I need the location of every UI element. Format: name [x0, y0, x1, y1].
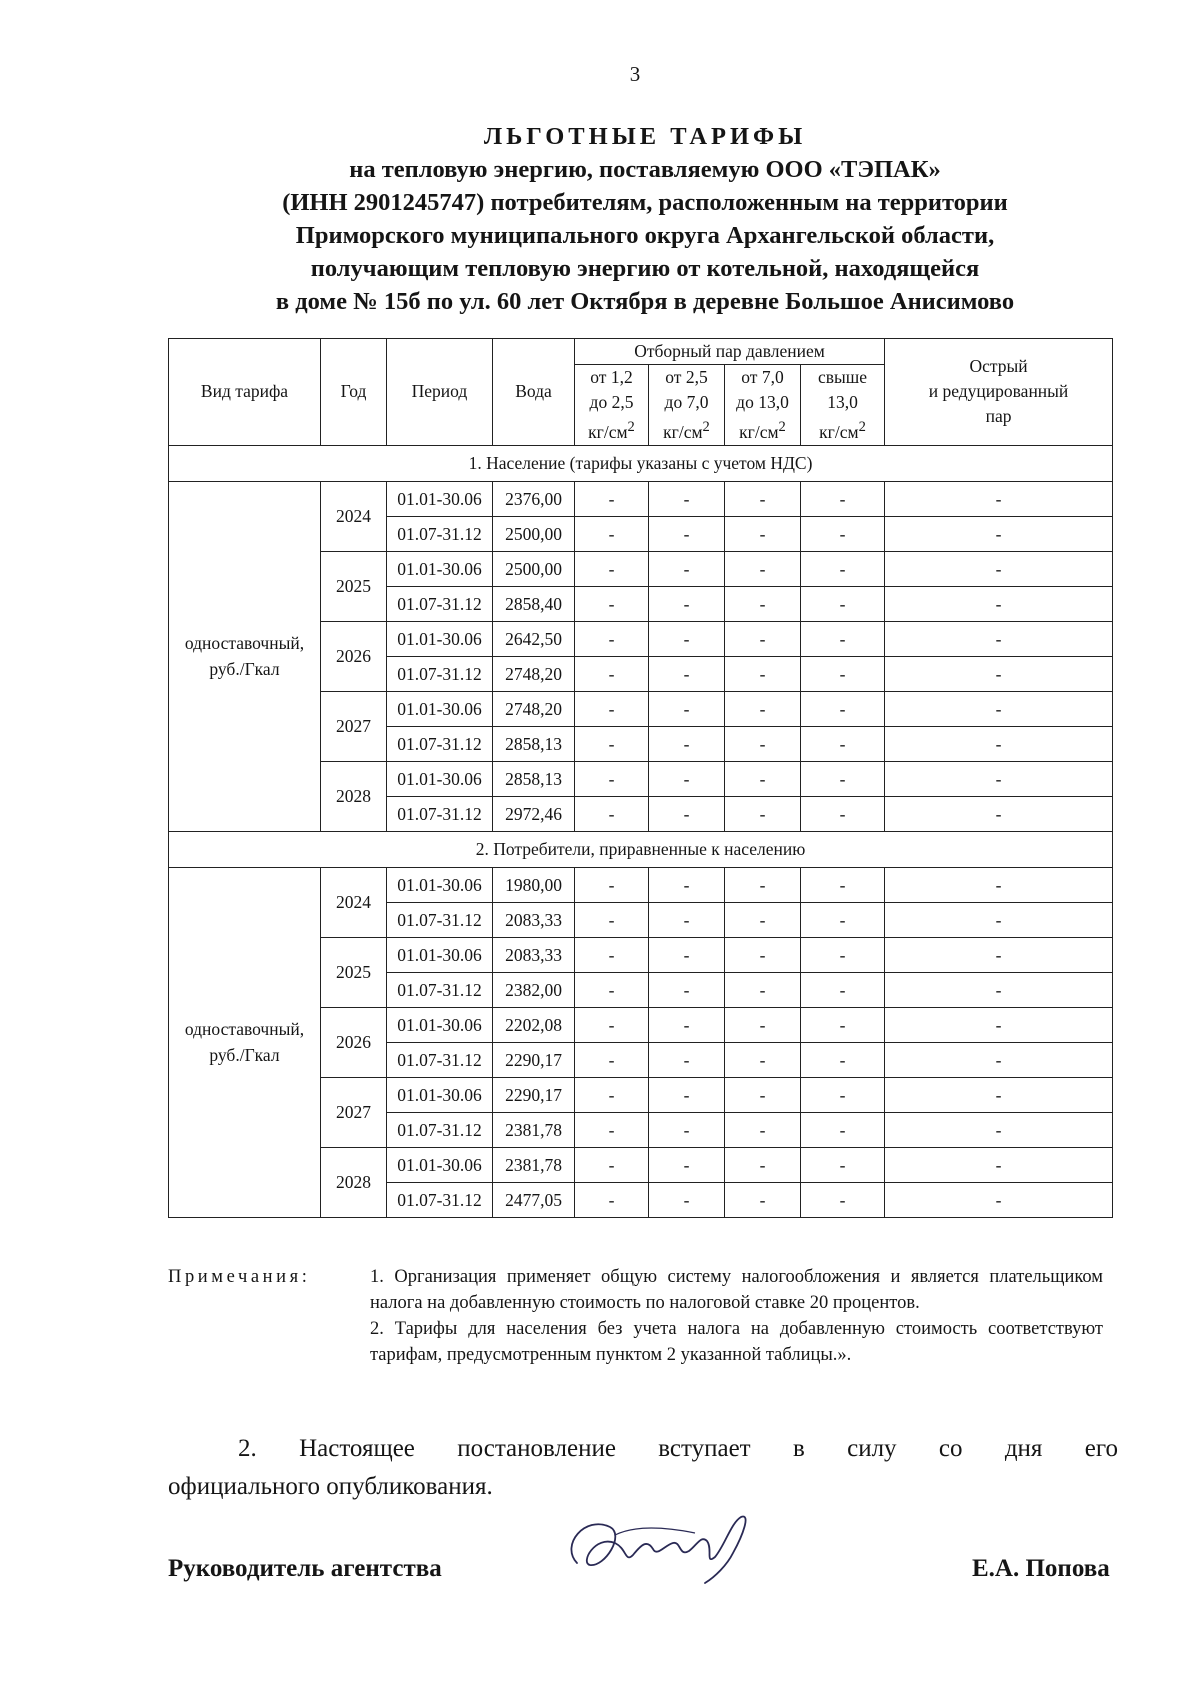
empty-tariff-cell: - [725, 481, 801, 516]
empty-tariff-cell: - [575, 1042, 649, 1077]
empty-tariff-cell: - [649, 972, 725, 1007]
empty-tariff-cell: - [575, 481, 649, 516]
empty-tariff-cell: - [575, 586, 649, 621]
water-tariff-cell: 2858,13 [493, 761, 575, 796]
empty-tariff-cell: - [885, 972, 1113, 1007]
section-title: 2. Потребители, приравненные к населению [169, 831, 1113, 867]
empty-tariff-cell: - [885, 551, 1113, 586]
empty-tariff-cell: - [801, 1182, 885, 1217]
empty-tariff-cell: - [801, 1007, 885, 1042]
year-cell: 2027 [321, 691, 387, 761]
empty-tariff-cell: - [801, 761, 885, 796]
empty-tariff-cell: - [801, 1147, 885, 1182]
water-tariff-cell: 2382,00 [493, 972, 575, 1007]
empty-tariff-cell: - [801, 1042, 885, 1077]
empty-tariff-cell: - [725, 516, 801, 551]
period-cell: 01.07-31.12 [387, 902, 493, 937]
empty-tariff-cell: - [885, 1042, 1113, 1077]
empty-tariff-cell: - [801, 586, 885, 621]
empty-tariff-cell: - [801, 621, 885, 656]
empty-tariff-cell: - [885, 516, 1113, 551]
year-cell: 2026 [321, 621, 387, 691]
empty-tariff-cell: - [885, 481, 1113, 516]
water-tariff-cell: 2858,40 [493, 586, 575, 621]
period-cell: 01.07-31.12 [387, 656, 493, 691]
empty-tariff-cell: - [649, 1042, 725, 1077]
signatory-name: Е.А. Попова [972, 1555, 1110, 1582]
empty-tariff-cell: - [649, 551, 725, 586]
empty-tariff-cell: - [575, 796, 649, 831]
section-title: 1. Население (тарифы указаны с учетом НДС) [169, 445, 1113, 481]
empty-tariff-cell: - [575, 761, 649, 796]
empty-tariff-cell: - [649, 937, 725, 972]
empty-tariff-cell: - [801, 902, 885, 937]
empty-tariff-cell: - [801, 796, 885, 831]
header-steam-1: от 1,2 до 2,5 $кг/см^2$ [575, 365, 649, 446]
page-number: 3 [629, 62, 641, 86]
empty-tariff-cell: - [725, 621, 801, 656]
period-cell: 01.07-31.12 [387, 586, 493, 621]
header-water: Вода [493, 339, 575, 446]
period-cell: 01.07-31.12 [387, 1112, 493, 1147]
period-cell: 01.01-30.06 [387, 1007, 493, 1042]
water-tariff-cell: 2381,78 [493, 1147, 575, 1182]
empty-tariff-cell: - [649, 1112, 725, 1147]
empty-tariff-cell: - [575, 1077, 649, 1112]
water-tariff-cell: 2290,17 [493, 1042, 575, 1077]
empty-tariff-cell: - [885, 796, 1113, 831]
empty-tariff-cell: - [649, 1147, 725, 1182]
empty-tariff-cell: - [725, 656, 801, 691]
empty-tariff-cell: - [575, 726, 649, 761]
empty-tariff-cell: - [649, 691, 725, 726]
paragraph-word: вступает [658, 1435, 751, 1462]
period-cell: 01.01-30.06 [387, 761, 493, 796]
empty-tariff-cell: - [649, 516, 725, 551]
empty-tariff-cell: - [725, 551, 801, 586]
empty-tariff-cell: - [575, 1182, 649, 1217]
header-sharp-steam: Острый и редуцированный пар [885, 339, 1113, 446]
empty-tariff-cell: - [575, 1112, 649, 1147]
empty-tariff-cell: - [649, 1182, 725, 1217]
empty-tariff-cell: - [725, 586, 801, 621]
empty-tariff-cell: - [725, 1182, 801, 1217]
empty-tariff-cell: - [649, 761, 725, 796]
empty-tariff-cell: - [885, 586, 1113, 621]
signatory-position: Руководитель агентства [168, 1555, 442, 1582]
empty-tariff-cell: - [885, 1007, 1113, 1042]
empty-tariff-cell: - [575, 937, 649, 972]
empty-tariff-cell: - [801, 1112, 885, 1147]
empty-tariff-cell: - [575, 516, 649, 551]
empty-tariff-cell: - [649, 656, 725, 691]
empty-tariff-cell: - [725, 972, 801, 1007]
empty-tariff-cell: - [575, 902, 649, 937]
title-line: на тепловую энергию, поставляемую ООО «ТЭПАК» [349, 156, 941, 183]
empty-tariff-cell: - [885, 1147, 1113, 1182]
paragraph-line-1 [168, 1430, 1118, 1468]
water-tariff-cell: 2972,46 [493, 796, 575, 831]
empty-tariff-cell: - [801, 726, 885, 761]
paragraph-word: его [1084, 1435, 1118, 1462]
period-cell: 01.01-30.06 [387, 481, 493, 516]
paragraph-word: дня [1004, 1435, 1043, 1462]
empty-tariff-cell: - [885, 726, 1113, 761]
empty-tariff-cell: - [575, 867, 649, 902]
empty-tariff-cell: - [801, 691, 885, 726]
empty-tariff-cell: - [649, 481, 725, 516]
water-tariff-cell: 2748,20 [493, 656, 575, 691]
empty-tariff-cell: - [725, 796, 801, 831]
empty-tariff-cell: - [801, 551, 885, 586]
empty-tariff-cell: - [725, 1112, 801, 1147]
water-tariff-cell: 2290,17 [493, 1077, 575, 1112]
empty-tariff-cell: - [725, 937, 801, 972]
year-cell: 2024 [321, 867, 387, 937]
water-tariff-cell: 2376,00 [493, 481, 575, 516]
paragraph-number: 2. [238, 1435, 257, 1462]
paragraph-line-2: официального опубликования. [168, 1473, 493, 1500]
title-line: получающим тепловую энергию от котельной, находящейся [310, 255, 980, 282]
water-tariff-cell: 2500,00 [493, 551, 575, 586]
year-cell: 2025 [321, 937, 387, 1007]
empty-tariff-cell: - [801, 867, 885, 902]
period-cell: 01.07-31.12 [387, 1182, 493, 1217]
period-cell: 01.01-30.06 [387, 691, 493, 726]
effective-paragraph [168, 1430, 1118, 1506]
empty-tariff-cell: - [885, 1077, 1113, 1112]
empty-tariff-cell: - [801, 1077, 885, 1112]
tariff-type-cell: одноставочный, руб./Гкал [169, 867, 321, 1217]
empty-tariff-cell: - [725, 691, 801, 726]
paragraph-word: Настоящее [299, 1435, 415, 1462]
handwritten-signature [555, 1505, 755, 1585]
period-cell: 01.01-30.06 [387, 1147, 493, 1182]
header-steam-group: Отборный пар давлением [575, 339, 885, 365]
empty-tariff-cell: - [649, 796, 725, 831]
period-cell: 01.01-30.06 [387, 621, 493, 656]
header-period: Период [387, 339, 493, 446]
empty-tariff-cell: - [649, 726, 725, 761]
header-tariff-type: Вид тарифа [169, 339, 321, 446]
year-cell: 2026 [321, 1007, 387, 1077]
tariff-type-cell: одноставочный, руб./Гкал [169, 481, 321, 831]
empty-tariff-cell: - [801, 516, 885, 551]
year-cell: 2027 [321, 1077, 387, 1147]
water-tariff-cell: 2083,33 [493, 937, 575, 972]
empty-tariff-cell: - [575, 1147, 649, 1182]
period-cell: 01.01-30.06 [387, 937, 493, 972]
empty-tariff-cell: - [801, 972, 885, 1007]
tariff-table [168, 338, 1113, 1218]
note-item: 2. Тарифы для населения без учета налога на добавленную стоимость соответствуют тарифам, предусмотренным пунктом 2 указанной таблицы.». [370, 1319, 1103, 1365]
empty-tariff-cell: - [725, 726, 801, 761]
empty-tariff-cell: - [885, 1112, 1113, 1147]
empty-tariff-cell: - [649, 902, 725, 937]
empty-tariff-cell: - [725, 902, 801, 937]
paragraph-word: в [792, 1435, 805, 1462]
water-tariff-cell: 2083,33 [493, 902, 575, 937]
period-cell: 01.07-31.12 [387, 516, 493, 551]
water-tariff-cell: 2748,20 [493, 691, 575, 726]
header-steam-3: от 7,0 до 13,0 $кг/см^2$ [725, 365, 801, 446]
empty-tariff-cell: - [885, 691, 1113, 726]
header-year: Год [321, 339, 387, 446]
water-tariff-cell: 2202,08 [493, 1007, 575, 1042]
table-row [169, 481, 1113, 516]
empty-tariff-cell: - [649, 867, 725, 902]
year-cell: 2028 [321, 761, 387, 831]
empty-tariff-cell: - [725, 1147, 801, 1182]
empty-tariff-cell: - [725, 761, 801, 796]
paragraph-word: силу [847, 1435, 897, 1462]
note-item: 1. Организация применяет общую систему налогообложения и является плательщиком налога на добавленную стоимость по налоговой ставке 20 процентов. [370, 1267, 1103, 1313]
empty-tariff-cell: - [885, 621, 1113, 656]
empty-tariff-cell: - [649, 586, 725, 621]
water-tariff-cell: 2477,05 [493, 1182, 575, 1217]
empty-tariff-cell: - [801, 481, 885, 516]
document-title [170, 120, 1120, 318]
empty-tariff-cell: - [649, 1077, 725, 1112]
year-cell: 2024 [321, 481, 387, 551]
period-cell: 01.07-31.12 [387, 796, 493, 831]
empty-tariff-cell: - [649, 621, 725, 656]
empty-tariff-cell: - [725, 1042, 801, 1077]
period-cell: 01.01-30.06 [387, 1077, 493, 1112]
empty-tariff-cell: - [575, 656, 649, 691]
empty-tariff-cell: - [885, 902, 1113, 937]
empty-tariff-cell: - [885, 1182, 1113, 1217]
empty-tariff-cell: - [575, 691, 649, 726]
title-line: в доме № 15б по ул. 60 лет Октября в деревне Большое Анисимово [275, 288, 1015, 315]
empty-tariff-cell: - [725, 1077, 801, 1112]
title-line: Приморского муниципального округа Архангельской области, [295, 222, 995, 249]
water-tariff-cell: 2381,78 [493, 1112, 575, 1147]
header-steam-2: от 2,5 до 7,0 $кг/см^2$ [649, 365, 725, 446]
empty-tariff-cell: - [885, 937, 1113, 972]
period-cell: 01.01-30.06 [387, 551, 493, 586]
water-tariff-cell: 2500,00 [493, 516, 575, 551]
empty-tariff-cell: - [575, 551, 649, 586]
paragraph-word: со [938, 1435, 963, 1462]
empty-tariff-cell: - [725, 1007, 801, 1042]
title-line: (ИНН 2901245747) потребителям, расположенным на территории [282, 189, 1008, 216]
period-cell: 01.01-30.06 [387, 867, 493, 902]
empty-tariff-cell: - [885, 761, 1113, 796]
water-tariff-cell: 1980,00 [493, 867, 575, 902]
year-cell: 2025 [321, 551, 387, 621]
period-cell: 01.07-31.12 [387, 972, 493, 1007]
empty-tariff-cell: - [885, 867, 1113, 902]
title-heading: ЛЬГОТНЫЕ ТАРИФЫ [483, 123, 807, 150]
empty-tariff-cell: - [575, 1007, 649, 1042]
water-tariff-cell: 2642,50 [493, 621, 575, 656]
paragraph-word: постановление [457, 1435, 616, 1462]
notes-label: Примечания: [168, 1267, 311, 1287]
period-cell: 01.07-31.12 [387, 1042, 493, 1077]
water-tariff-cell: 2858,13 [493, 726, 575, 761]
header-steam-4: свыше 13,0 $кг/см^2$ [801, 365, 885, 446]
empty-tariff-cell: - [801, 937, 885, 972]
empty-tariff-cell: - [649, 1007, 725, 1042]
empty-tariff-cell: - [575, 972, 649, 1007]
empty-tariff-cell: - [725, 867, 801, 902]
empty-tariff-cell: - [575, 621, 649, 656]
empty-tariff-cell: - [885, 656, 1113, 691]
notes-block [168, 1264, 1103, 1368]
table-row [169, 867, 1113, 902]
period-cell: 01.07-31.12 [387, 726, 493, 761]
empty-tariff-cell: - [801, 656, 885, 691]
year-cell: 2028 [321, 1147, 387, 1217]
